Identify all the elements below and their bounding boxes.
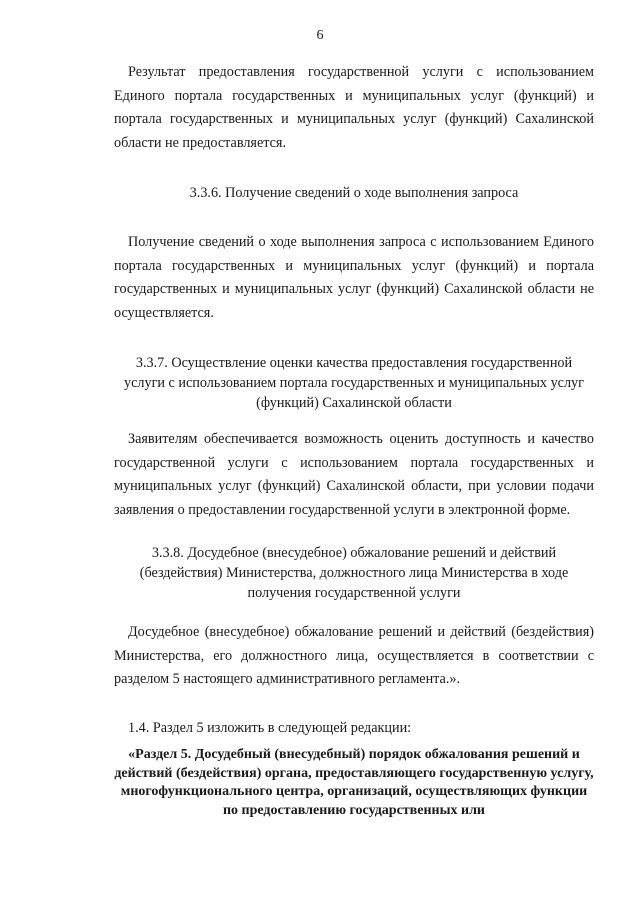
paragraph-amendment: 1.4. Раздел 5 изложить в следующей редакции: — [128, 720, 412, 736]
paragraph-appeal: Досудебное (внесудебное) обжалование решений и действий (бездействия) Министерства, его должностного лица, осуществляется в соответствии с разделом 5 настоящего административного регламента.». — [114, 624, 594, 687]
heading-section-5: «Раздел 5. Досудебный (внесудебный) порядок обжалования решений и действий (бездействия) органа, предоставляющего государственную услугу, многофункционального центра, организаций, осуществляющих функции по предоставлению государственных или — [114, 747, 594, 818]
paragraph-result: Результат предоставления государственной услуги с использованием Единого портала государственных и муниципальных услуг (функций) и портала государственных и муниципальных услуг (функций) Сахалинской области не предоставляется. — [114, 64, 594, 151]
heading-3-3-7: 3.3.7. Осуществление оценки качества предоставления государственной услуги с использованием портала государственных и муниципальных услуг (функций) Сахалинской области — [124, 355, 584, 411]
paragraph-quality-assessment: Заявителям обеспечивается возможность оценить доступность и качество государственной услуги с использованием портала государственных и муниципальных услуг (функций) Сахалинской области, при условии подачи заявления о предоставлении государственной услуги в электронной форме. — [114, 431, 594, 518]
paragraph-request-status: Получение сведений о ходе выполнения запроса с использованием Единого портала государственных и муниципальных услуг (функций) и портала государственных и муниципальных услуг (функций) Сахалинской области не осуществляется. — [114, 234, 594, 321]
page-number: 6 — [316, 28, 324, 43]
heading-3-3-8: 3.3.8. Досудебное (внесудебное) обжалование решений и действий (бездействия) Министерства, должностного лица Министерства в ходе получения государственной услуги — [139, 545, 569, 601]
heading-3-3-6: 3.3.6. Получение сведений о ходе выполнения запроса — [189, 185, 519, 201]
